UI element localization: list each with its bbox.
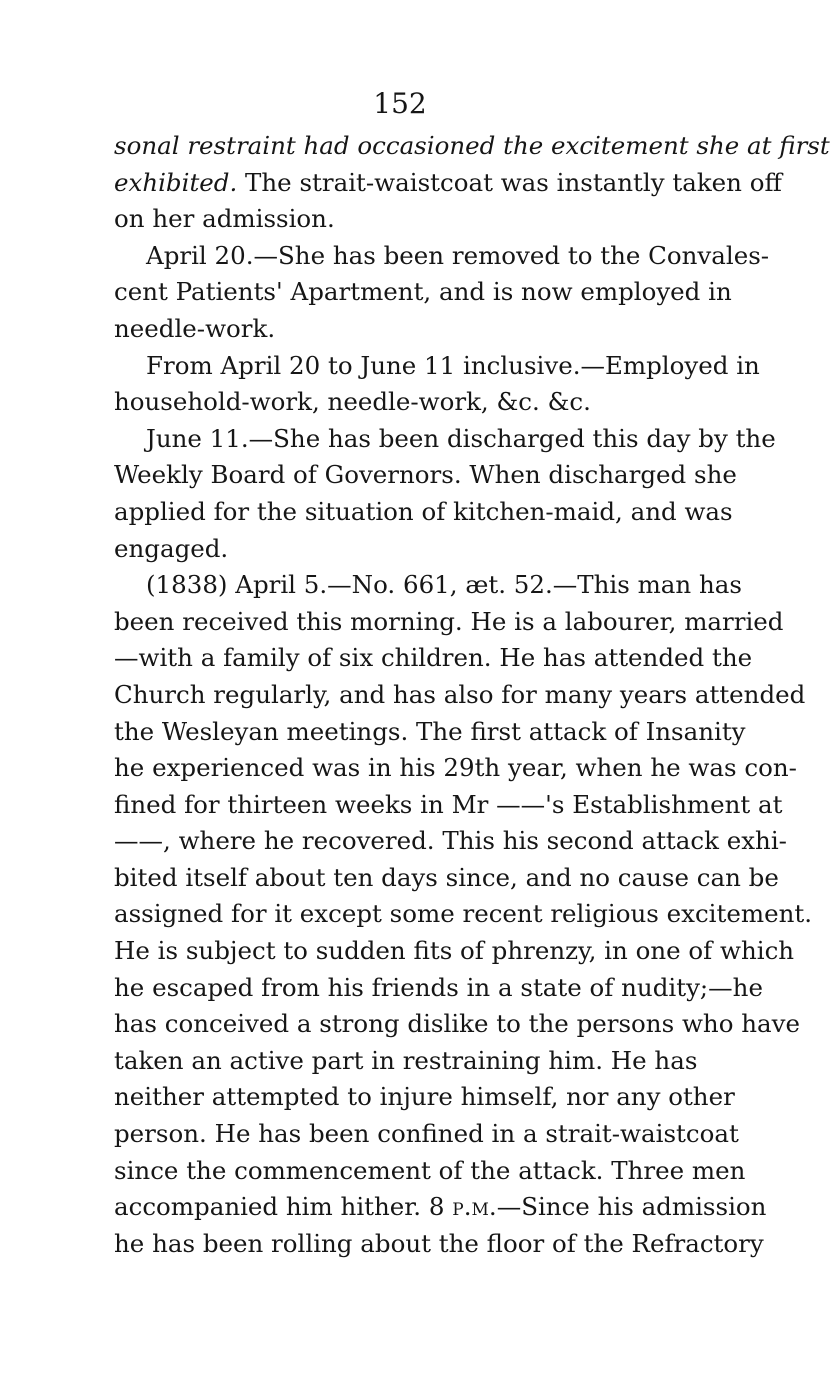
text-line: he has been rolling about the floor of the Refractory [114,1228,764,1258]
text-line [114,1189,767,1226]
text-line: (1838) April 5.—No. 661, æt. 52.—This man has [146,570,742,600]
text-line: —with a family of six children. He has attended the [114,643,753,673]
text-line: household-work, needle-work, &c. &c. [114,387,591,417]
text-line: Church regularly, and has also for many years attended [114,679,806,709]
text-line: taken an active part in restraining him. He has [114,1045,698,1075]
text-span: accompanied him hither. 8 [114,1192,453,1222]
text-line: ——, where he recovered. This his second attack exhi- [114,826,787,856]
text-line [114,165,782,202]
text-line: he experienced was in his 29th year, when he was con- [114,753,797,783]
text-line: been received this morning. He is a labourer, married [114,606,784,636]
text-line: person. He has been confined in a strait-waistcoat [114,1119,739,1149]
text-line: applied for the situation of kitchen-maid, and was [114,496,733,526]
text-line: June 11.—She has been discharged this day by the [146,423,776,453]
text-line: since the commencement of the attack. Three men [114,1155,746,1185]
text-line: engaged. [114,533,229,563]
text-line: sonal restraint had occasioned the excitement she at first [114,131,830,160]
italic-text: exhibited. [114,167,238,197]
body-text [114,128,830,1262]
text-line: April 20.—She has been removed to the Convales- [146,240,770,270]
text-span: —Since his admission [496,1192,767,1222]
text-line: fined for thirteen weeks in Mr ——'s Establishment at [114,789,783,819]
time-abbreviation: p.m. [452,1192,497,1222]
text-line: Weekly Board of Governors. When discharged she [114,460,737,490]
text-line: From April 20 to June 11 inclusive.—Employed in [146,350,760,380]
text-line: assigned for it except some recent religious excitement. [114,899,812,929]
text-line: He is subject to sudden fits of phrenzy, in one of which [114,936,795,966]
text-line: has conceived a strong dislike to the persons who have [114,1009,800,1039]
text-line: on her admission. [114,204,335,234]
text-line: cent Patients' Apartment, and is now employed in [114,277,732,307]
text-line: he escaped from his friends in a state of nudity;—he [114,972,763,1002]
page-number: 152 [373,87,427,120]
text-line: bited itself about ten days since, and no cause can be [114,862,779,892]
text-span: The strait-waistcoat was instantly taken off [237,167,782,197]
text-line: the Wesleyan meetings. The first attack of Insanity [114,716,746,746]
text-line: neither attempted to injure himself, nor any other [114,1082,735,1112]
text-line: needle-work. [114,313,276,343]
